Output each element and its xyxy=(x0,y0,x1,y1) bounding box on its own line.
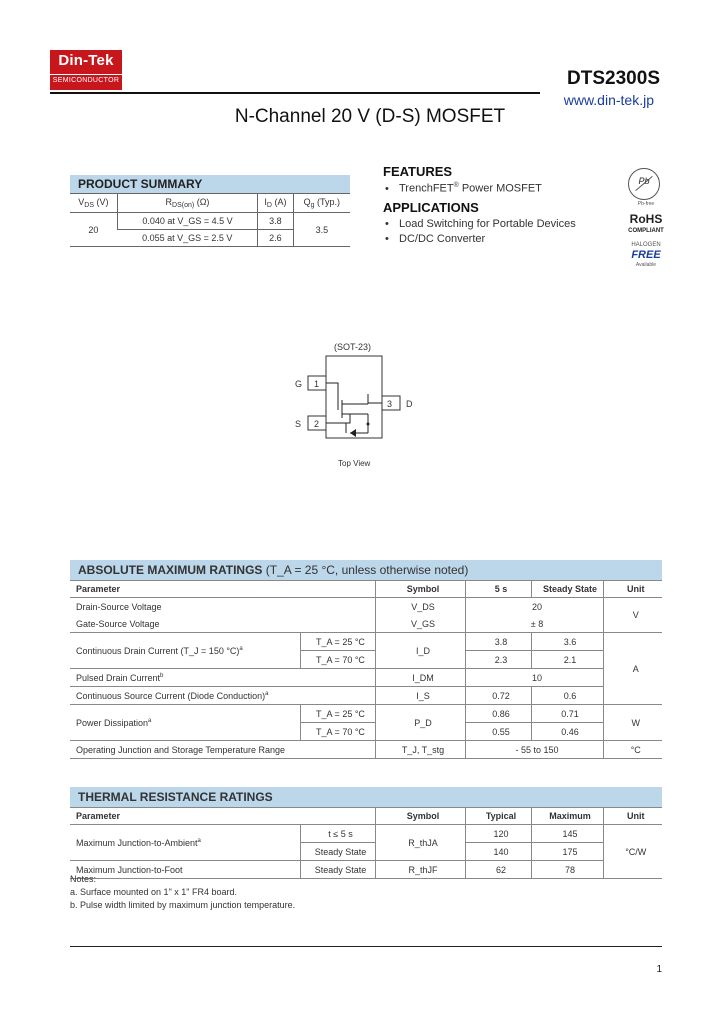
amr-unit: A xyxy=(603,633,662,705)
notes-title: Notes: xyxy=(70,874,97,884)
amr-param-text: Continuous Source Current (Diode Conduction) xyxy=(76,690,266,701)
amr-param: Operating Junction and Storage Temperature Range xyxy=(70,741,375,759)
th-cond: Steady State xyxy=(300,861,375,879)
part-number: DTS2300S xyxy=(567,68,660,89)
thermal-title: THERMAL RESISTANCE RATINGS xyxy=(70,787,662,808)
col-qg: $Q_g$ (Typ.) xyxy=(293,194,350,213)
th-param-sup: a xyxy=(197,837,201,844)
amr-symbol: I_S xyxy=(375,687,465,705)
amr-cond: T_A = 25 °C xyxy=(300,705,375,723)
amr-param-sup: a xyxy=(148,717,152,724)
pin1-number: 1 xyxy=(314,379,320,389)
amr-symbol: I_DM xyxy=(375,669,465,687)
amr-value: 2.3 xyxy=(465,651,531,669)
col-id: $I_D$ (A) xyxy=(258,194,293,213)
pb-free-icon xyxy=(628,168,660,200)
amr-cond: T_A = 70 °C xyxy=(300,723,375,741)
amr-value: 2.1 xyxy=(531,651,603,669)
product-summary-table xyxy=(70,175,350,247)
amr-title-bar xyxy=(70,560,662,581)
rohs-label: RoHS xyxy=(629,212,663,226)
application-item: • Load Switching for Portable Devices xyxy=(385,218,576,230)
amr-param-text: Pulsed Drain Current xyxy=(76,672,161,683)
amr-param-sup: b xyxy=(160,672,164,679)
pb-free-label: Pb-free xyxy=(637,201,655,207)
amr-value: 3.8 xyxy=(465,633,531,651)
th-symbol: R_thJA xyxy=(375,825,465,861)
free-label: FREE xyxy=(631,249,661,261)
logo-sub-text: SEMICONDUCTOR xyxy=(50,74,122,84)
amr-value: 0.46 xyxy=(531,723,603,741)
free-sub-label: Available xyxy=(635,262,657,268)
pb-text: Pb xyxy=(638,176,650,186)
website-link[interactable]: www.din-tek.jp xyxy=(563,92,654,108)
amr-condition: (T_A = 25 °C, unless otherwise noted) xyxy=(262,563,469,577)
feature-item: • TrenchFET® Power MOSFET xyxy=(385,182,542,195)
application-text-2: DC/DC Converter xyxy=(399,233,486,245)
th-cond: t ≤ 5 s xyxy=(300,825,375,843)
application-text-1: Load Switching for Portable Devices xyxy=(399,218,576,230)
amr-col-5s: 5 s xyxy=(465,581,531,598)
th-col-typical: Typical xyxy=(465,808,531,825)
th-param-text: Maximum Junction-to-Ambient xyxy=(76,837,198,848)
top-view-label: Top View xyxy=(338,459,371,468)
amr-value: 20 xyxy=(465,598,603,616)
th-col-maximum: Maximum xyxy=(531,808,603,825)
feature-text-a: TrenchFET xyxy=(399,182,454,195)
page-title: N-Channel 20 V (D-S) MOSFET xyxy=(234,106,506,127)
rohs-compliant: COMPLIANT xyxy=(628,228,664,234)
th-param xyxy=(70,825,300,861)
amr-unit: W xyxy=(603,705,662,741)
application-item: • DC/DC Converter xyxy=(385,233,486,245)
amr-col-parameter: Parameter xyxy=(70,581,375,598)
absolute-max-ratings-table xyxy=(70,560,662,759)
id-row1: 3.8 xyxy=(258,213,293,230)
amr-unit: °C xyxy=(603,741,662,759)
th-typ: 120 xyxy=(465,825,531,843)
notes-block xyxy=(70,873,295,912)
pin-g-label: G xyxy=(295,379,303,389)
pin2-number: 2 xyxy=(314,419,320,429)
amr-param-sup: a xyxy=(239,645,243,652)
amr-symbol: V_DS xyxy=(375,598,465,616)
pin3-number: 3 xyxy=(387,399,393,409)
amr-symbol: V_GS xyxy=(375,615,465,633)
product-summary-title: PRODUCT SUMMARY xyxy=(70,175,350,194)
col-rdson: $R_{DS(on)}$ (Ω) xyxy=(117,194,257,213)
amr-param xyxy=(70,705,300,741)
junction-dot xyxy=(367,423,370,426)
amr-param: Gate-Source Voltage xyxy=(70,615,375,633)
amr-col-unit: Unit xyxy=(603,581,662,598)
amr-symbol: T_J, T_stg xyxy=(375,741,465,759)
amr-param xyxy=(70,687,375,705)
amr-param: Drain-Source Voltage xyxy=(76,601,162,612)
features-title: FEATURES xyxy=(383,164,453,179)
amr-col-steady: Steady State xyxy=(531,581,603,598)
th-cond: Steady State xyxy=(300,843,375,861)
th-param: Maximum Junction-to-Foot xyxy=(70,861,300,879)
amr-title: ABSOLUTE MAXIMUM RATINGS xyxy=(78,563,263,577)
diode-arrow xyxy=(350,429,356,437)
amr-param-sup: a xyxy=(265,690,269,697)
amr-col-symbol: Symbol xyxy=(375,581,465,598)
amr-param-text: Power Dissipation xyxy=(76,717,149,728)
amr-symbol: P_D xyxy=(375,705,465,741)
amr-param xyxy=(70,633,300,669)
sot23-pin-diagram xyxy=(290,338,430,473)
amr-unit: V xyxy=(603,598,662,633)
amr-value: 0.86 xyxy=(465,705,531,723)
applications-title: APPLICATIONS xyxy=(383,200,479,215)
col-vds: $V_{DS}$ (V) xyxy=(70,194,117,213)
pin-d-label: D xyxy=(406,399,413,409)
th-max: 78 xyxy=(531,861,603,879)
th-max: 175 xyxy=(531,843,603,861)
note-a: a. Surface mounted on 1" x 1" FR4 board. xyxy=(70,887,237,897)
vds-value: 20 xyxy=(70,213,117,247)
amr-cond: T_A = 70 °C xyxy=(300,651,375,669)
rdson-row1: 0.040 at V_GS = 4.5 V xyxy=(117,213,257,230)
halogen-label: HALOGEN xyxy=(631,242,661,248)
amr-cond: T_A = 25 °C xyxy=(300,633,375,651)
amr-param xyxy=(70,669,375,687)
amr-value: 0.55 xyxy=(465,723,531,741)
amr-value: 3.6 xyxy=(531,633,603,651)
thermal-resistance-table xyxy=(70,787,662,879)
footer-divider xyxy=(70,946,662,947)
feature-sup: ® xyxy=(453,182,459,189)
qg-value: 3.5 xyxy=(293,213,350,247)
id-row2: 2.6 xyxy=(258,230,293,247)
th-col-symbol: Symbol xyxy=(375,808,465,825)
package-body xyxy=(326,356,382,438)
package-label: (SOT-23) xyxy=(334,342,372,352)
amr-symbol: I_D xyxy=(375,633,465,669)
header-divider xyxy=(50,92,540,94)
amr-value: 0.71 xyxy=(531,705,603,723)
amr-value: - 55 to 150 xyxy=(465,741,603,759)
logo-brand-text: Din-Tek xyxy=(58,52,114,69)
th-col-parameter: Parameter xyxy=(70,808,375,825)
th-unit: °C/W xyxy=(603,825,662,879)
mosfet-symbol xyxy=(326,383,382,433)
pin-s-label: S xyxy=(295,419,302,429)
note-b: b. Pulse width limited by maximum junction temperature. xyxy=(70,900,296,910)
brand-logo xyxy=(50,50,122,90)
th-typ: 140 xyxy=(465,843,531,861)
amr-param-text: Continuous Drain Current (T_J = 150 °C) xyxy=(76,645,240,656)
amr-value: 0.6 xyxy=(531,687,603,705)
th-col-unit: Unit xyxy=(603,808,662,825)
th-typ: 62 xyxy=(465,861,531,879)
amr-value: 0.72 xyxy=(465,687,531,705)
page-number: 1 xyxy=(656,964,662,975)
feature-text-b: Power MOSFET xyxy=(458,182,542,195)
amr-value: 10 xyxy=(465,669,603,687)
th-max: 145 xyxy=(531,825,603,843)
amr-value: ± 8 xyxy=(465,615,603,633)
rdson-row2: 0.055 at V_GS = 2.5 V xyxy=(117,230,257,247)
th-symbol: R_thJF xyxy=(375,861,465,879)
